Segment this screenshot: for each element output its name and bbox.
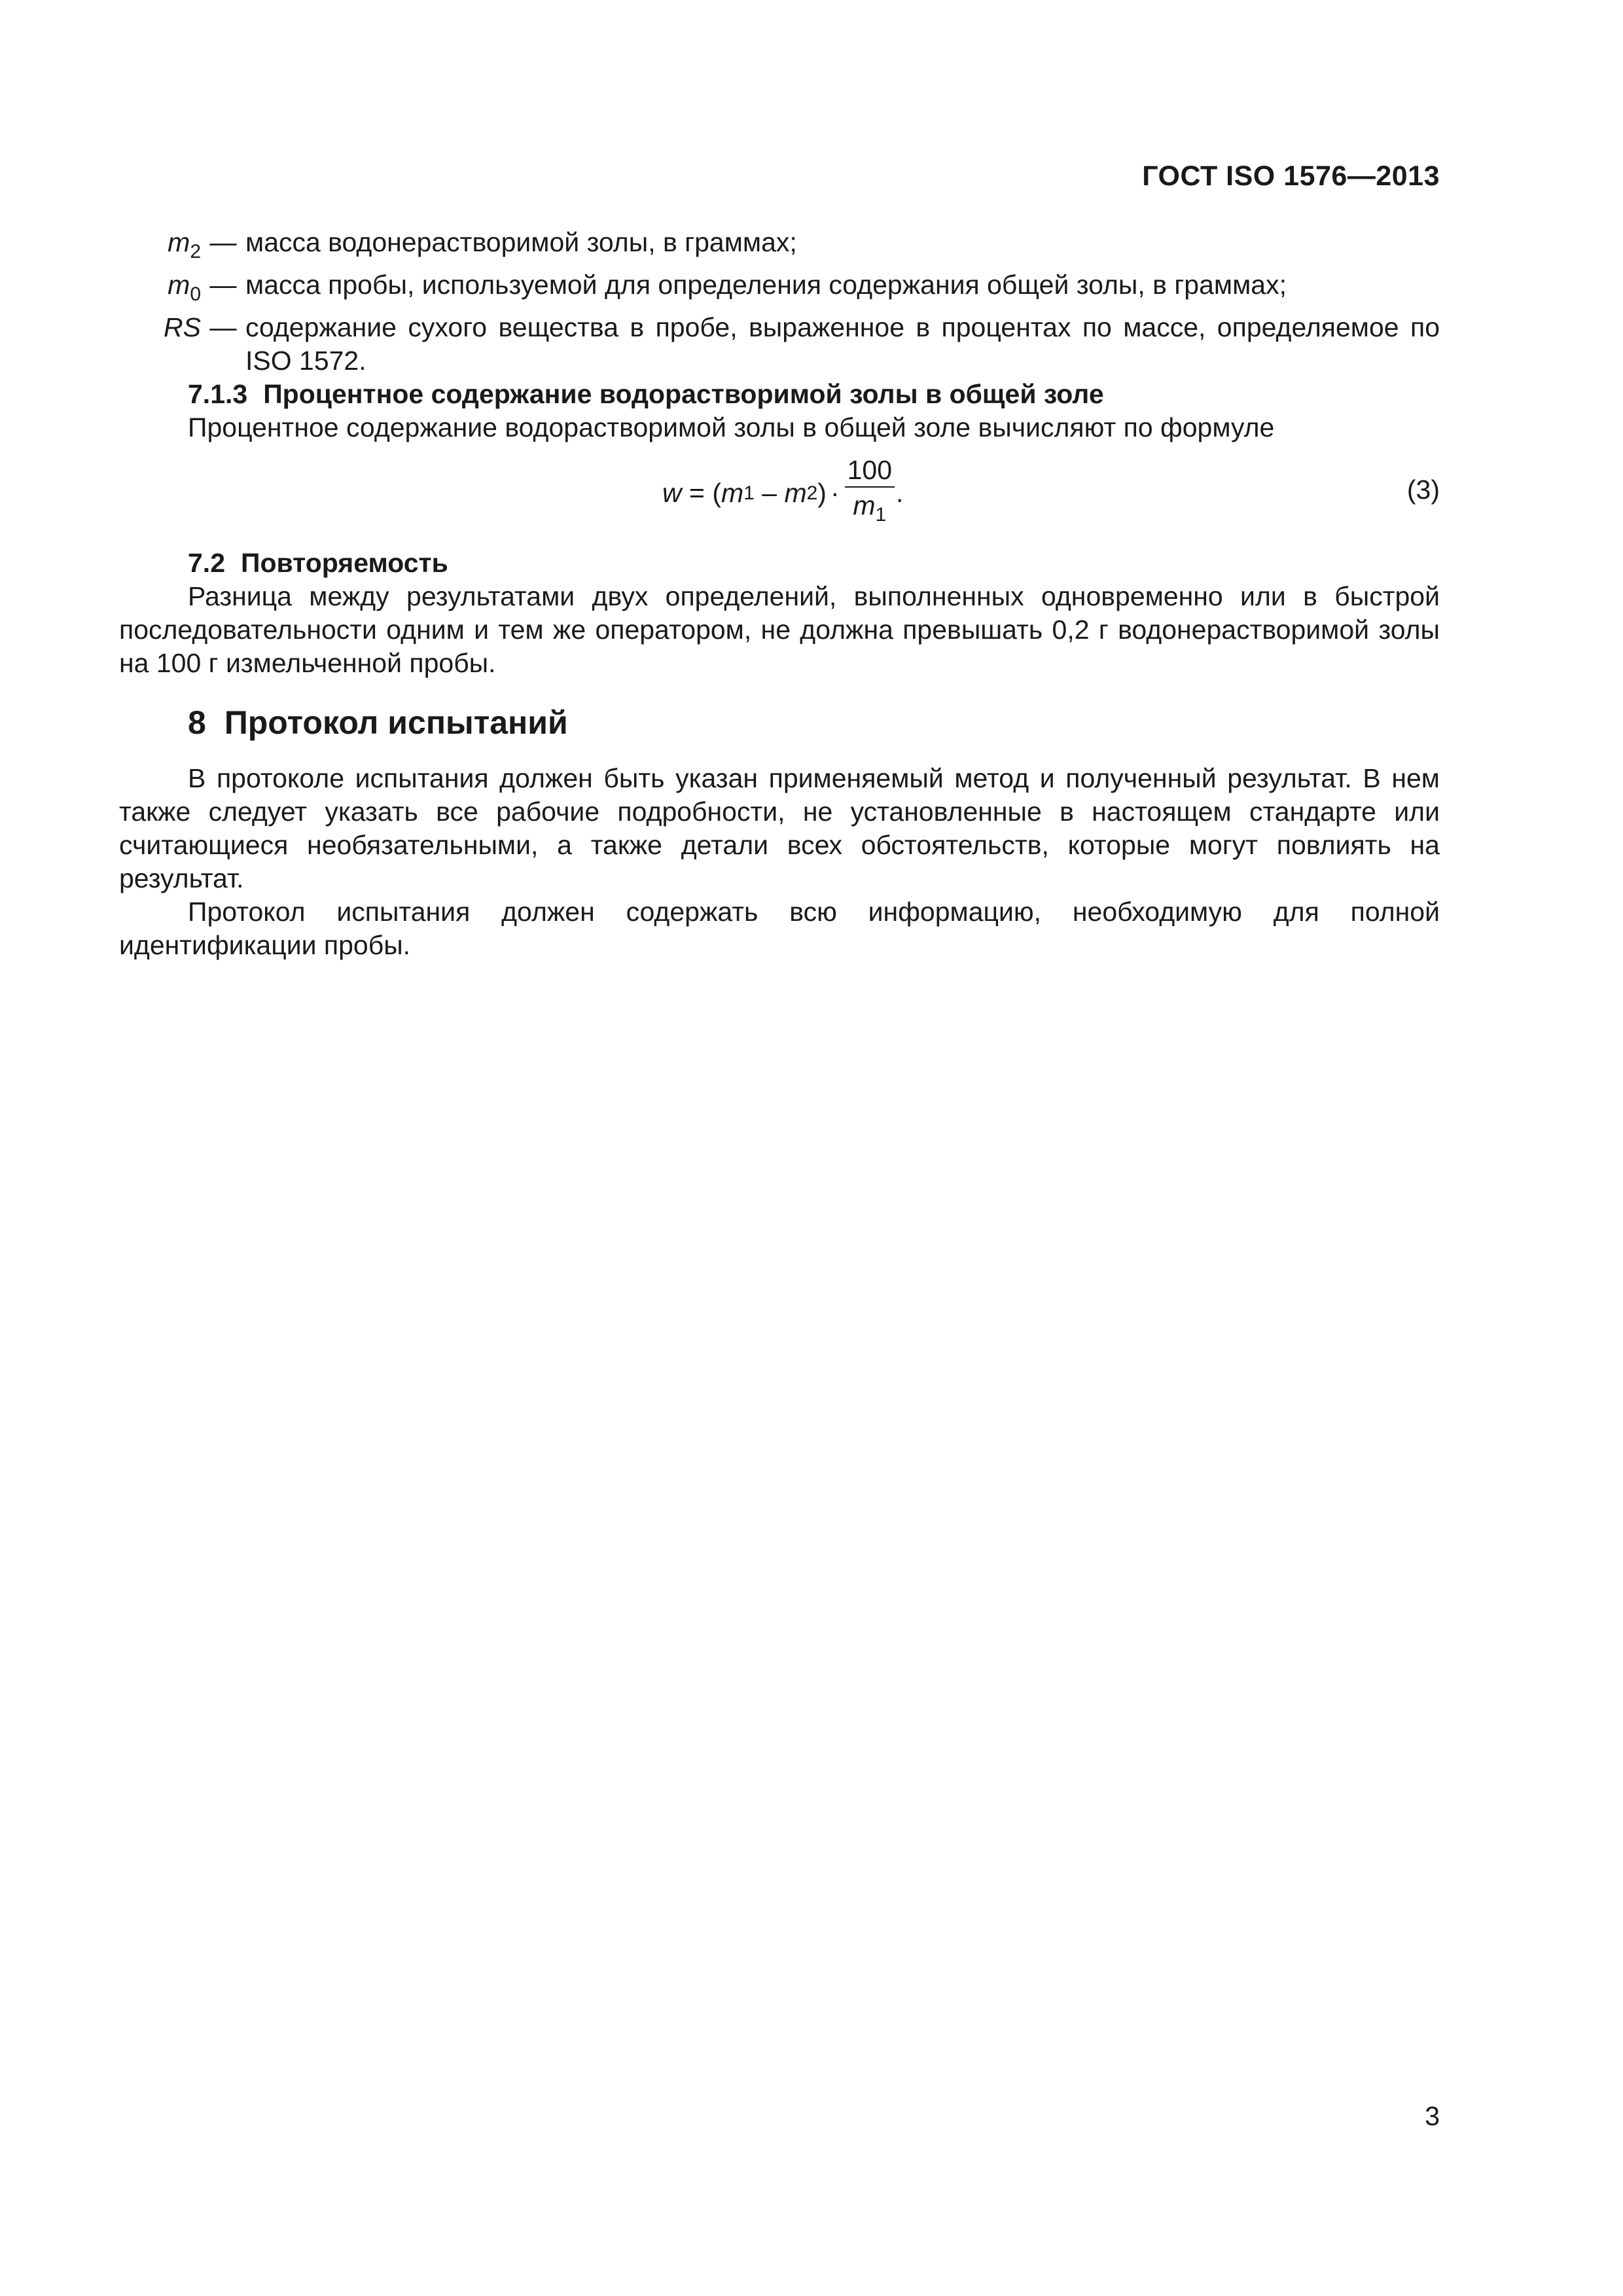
formula-fraction xyxy=(845,455,895,531)
paragraph-repeatability: Разница между результатами двух определений, выполненных одновременно или в быстрой последовательности одним и тем же оператором, не должна превышать 0,2 г водонерастворимой золы на 100 г измельченной пробы. xyxy=(119,581,1440,678)
paragraph-protocol-2: Протокол испытания должен содержать всю информацию, необходимую для полной идентификации пробы. xyxy=(119,897,1440,960)
definition-dash: — xyxy=(209,227,237,257)
page-number: 3 xyxy=(1425,2101,1440,2131)
formula-intro-text: Процентное содержание водорастворимой золы в общей золе вычисляют по формуле xyxy=(188,412,1275,442)
subsection-number: 7.2 xyxy=(188,548,225,578)
formula: w = ( m 1 – m 2 ) · $\frac{100}{m_1}$ . xyxy=(662,454,903,532)
subsection-heading-7-2 xyxy=(188,547,1440,580)
section-title: Протокол испытаний xyxy=(224,704,568,741)
definition-text: масса пробы, используемой для определения содержания общей золы, в граммах; xyxy=(245,270,1287,300)
definition-text: содержание сухого вещества в пробе, выраженное в процентах по массе, определяемое по ISO 1572. xyxy=(245,312,1440,376)
definition-rs xyxy=(119,311,1440,378)
section-number: 8 xyxy=(188,704,206,741)
definition-symbol: $m_0$ xyxy=(168,270,201,305)
page-content xyxy=(119,226,1440,962)
definition-symbol: RS xyxy=(164,312,201,342)
definition-symbol: $m_2$ xyxy=(168,227,201,262)
subsection-number: 7.1.3 xyxy=(188,379,248,409)
definition-dash: — xyxy=(209,270,237,300)
section-heading-8 xyxy=(188,706,1440,740)
definition-dash: — xyxy=(209,312,237,342)
subsection-title: Процентное содержание водорастворимой золы в общей золе xyxy=(263,379,1104,409)
definition-text: масса водонерастворимой золы, в граммах; xyxy=(245,227,797,257)
subsection-title: Повторяемость xyxy=(241,548,448,578)
formula-number: (3) xyxy=(1406,475,1440,505)
definition-m0 xyxy=(119,268,1440,311)
fraction-denominator: $m_1$ xyxy=(853,490,887,526)
document-header: ГОСТ ISO 1576—2013 xyxy=(1142,160,1440,192)
definition-m2 xyxy=(119,226,1440,268)
subsection-heading-7-1-3 xyxy=(188,378,1440,411)
paragraph-protocol-1: В протоколе испытания должен быть указан применяемый метод и полученный результат. В нем также следует указать все рабочие подробности, не установленные в настоящем стандарте или считающиеся необязательными, а также детали всех обстоятельств, которые могут повлиять на результат. xyxy=(119,763,1440,893)
fraction-numerator: 100 xyxy=(845,455,895,488)
formula-block xyxy=(119,454,1440,532)
